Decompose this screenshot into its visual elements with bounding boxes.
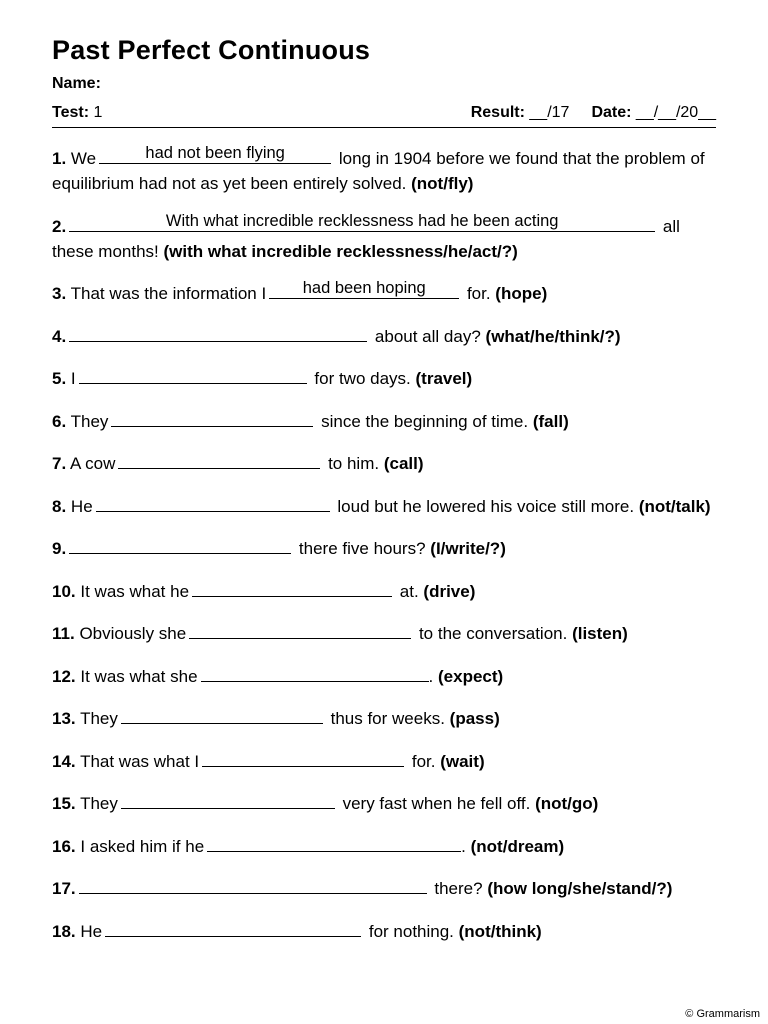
question-text-before: Obviously she — [79, 624, 187, 643]
question-text-before: We — [70, 149, 97, 168]
question-hint: (not/dream) — [470, 836, 565, 856]
question-text-after: to him. — [328, 454, 380, 473]
question-number: 12. — [52, 666, 76, 686]
question-text-after: very fast when he fell off. — [342, 794, 531, 813]
question-number: 18. — [52, 921, 76, 941]
question-text-after: . — [461, 836, 466, 856]
question-number: 3. — [52, 284, 67, 303]
question-text-before: I asked him if he — [80, 836, 205, 856]
question-number: 17. — [52, 879, 76, 898]
answer-text: With what incredible recklessness had he been acting — [165, 211, 559, 230]
question-2 — [52, 211, 716, 264]
question-number: 6. — [52, 411, 67, 431]
question-12 — [52, 664, 716, 689]
question-number: 10. — [52, 581, 76, 601]
question-hint: (what/he/think/?) — [485, 326, 621, 346]
answer-blank[interactable] — [201, 665, 429, 682]
question-hint: (not/go) — [535, 794, 599, 813]
date-value: __/__/20__ — [635, 104, 716, 121]
question-text-after: since the beginning of time. — [321, 411, 529, 431]
answer-blank[interactable] — [69, 537, 291, 554]
name-label: Name: — [52, 75, 101, 92]
answer-blank[interactable] — [207, 835, 461, 852]
question-text-after: there? — [434, 879, 483, 898]
question-15 — [52, 791, 716, 816]
question-7 — [52, 451, 716, 476]
answer-blank[interactable] — [105, 920, 361, 937]
question-number: 9. — [52, 539, 67, 558]
test-info — [52, 103, 102, 123]
question-16 — [52, 834, 716, 859]
question-number: 11. — [52, 624, 75, 643]
question-hint: (expect) — [438, 666, 504, 686]
question-hint: (not/talk) — [638, 496, 711, 516]
question-text-before: That was the information I — [70, 284, 267, 303]
question-17 — [52, 876, 716, 901]
question-text-after: for two days. — [314, 369, 411, 388]
question-text-before: It was what she — [80, 666, 198, 686]
question-number: 16. — [52, 836, 76, 856]
question-3 — [52, 281, 716, 306]
question-text-after: long in 1904 before we found that the problem of equilibrium had not as yet been entirely solved. — [52, 149, 705, 193]
question-text-after: for. — [466, 284, 491, 303]
answer-blank[interactable] — [189, 622, 411, 639]
question-text-before: They — [80, 794, 118, 813]
answer-blank[interactable] — [79, 877, 427, 894]
question-6 — [52, 409, 716, 434]
result-label: Result: — [470, 104, 525, 121]
question-hint: (how long/she/stand/?) — [487, 879, 673, 898]
answer-text: had been hoping — [302, 279, 426, 297]
answer-blank[interactable] — [118, 452, 320, 469]
question-number: 15. — [52, 794, 76, 813]
question-13 — [52, 706, 716, 731]
result-value: __/17 — [529, 104, 570, 121]
question-8 — [52, 494, 716, 519]
question-number: 14. — [52, 751, 76, 771]
question-text-before: That was what I — [80, 751, 200, 771]
answer-blank[interactable] — [96, 495, 330, 512]
question-text-after: thus for weeks. — [330, 709, 445, 728]
question-hint: (with what incredible recklessness/he/act/?) — [163, 241, 518, 261]
page-title: Past Perfect Continuous — [52, 35, 371, 65]
question-18 — [52, 919, 716, 944]
question-text-before: It was what he — [80, 581, 190, 601]
question-text-after: for nothing. — [368, 921, 454, 941]
question-1 — [52, 146, 716, 196]
question-hint: (not/fly) — [411, 174, 474, 193]
question-number: 2. — [52, 216, 67, 236]
question-hint: (listen) — [572, 624, 628, 643]
question-hint: (call) — [383, 454, 424, 473]
question-list — [52, 146, 716, 944]
question-hint: (drive) — [423, 581, 476, 601]
question-14 — [52, 749, 716, 774]
question-text-before: They — [80, 709, 118, 728]
answer-blank[interactable] — [111, 410, 313, 427]
answer-blank[interactable] — [79, 367, 307, 384]
question-text-before: They — [70, 411, 109, 431]
answer-blank[interactable] — [121, 792, 335, 809]
question-text-after: to the conversation. — [418, 624, 568, 643]
question-number: 13. — [52, 709, 76, 728]
question-hint: (wait) — [440, 751, 485, 771]
question-10 — [52, 579, 716, 604]
question-text-before: He — [70, 496, 93, 516]
question-4 — [52, 324, 716, 349]
question-number: 4. — [52, 326, 67, 346]
question-text-after: all these months! — [52, 216, 680, 261]
question-number: 8. — [52, 496, 67, 516]
test-value: 1 — [93, 104, 103, 121]
question-text-after: for. — [411, 751, 436, 771]
worksheet — [52, 32, 716, 961]
test-row — [52, 103, 716, 128]
date-info — [591, 104, 716, 121]
question-text-before: He — [80, 921, 103, 941]
answer-blank[interactable] — [69, 211, 655, 232]
date-label: Date: — [591, 104, 632, 121]
answer-blank[interactable] — [192, 580, 392, 597]
result-info — [471, 104, 570, 121]
test-label: Test: — [52, 104, 90, 121]
question-hint: (hope) — [495, 284, 548, 303]
answer-blank[interactable] — [99, 144, 331, 164]
question-hint: (pass) — [449, 709, 500, 728]
question-9 — [52, 536, 716, 561]
question-text-before: I — [70, 369, 76, 388]
question-text-after: . — [428, 666, 434, 686]
answer-text: had not been flying — [145, 144, 285, 162]
answer-blank[interactable] — [121, 707, 323, 724]
question-text-after: at. — [399, 581, 419, 601]
question-text-after: there five hours? — [298, 539, 426, 558]
question-hint: (travel) — [415, 369, 473, 388]
question-text-after: loud but he lowered his voice still more. — [337, 496, 635, 516]
question-number: 5. — [52, 369, 67, 388]
question-hint: (I/write/?) — [430, 539, 506, 558]
answer-blank[interactable] — [269, 279, 459, 299]
question-11 — [52, 621, 716, 646]
question-hint: (fall) — [532, 411, 569, 431]
question-text-after: about all day? — [374, 326, 481, 346]
question-text-before: A cow — [69, 454, 116, 473]
name-row — [52, 74, 716, 94]
question-5 — [52, 366, 716, 391]
answer-blank[interactable] — [69, 325, 367, 342]
result-date — [471, 103, 716, 123]
copyright-footer: © Grammarism — [685, 1008, 760, 1020]
question-number: 1. — [52, 149, 67, 168]
answer-blank[interactable] — [202, 750, 404, 767]
question-number: 7. — [52, 454, 67, 473]
question-hint: (not/think) — [458, 921, 542, 941]
